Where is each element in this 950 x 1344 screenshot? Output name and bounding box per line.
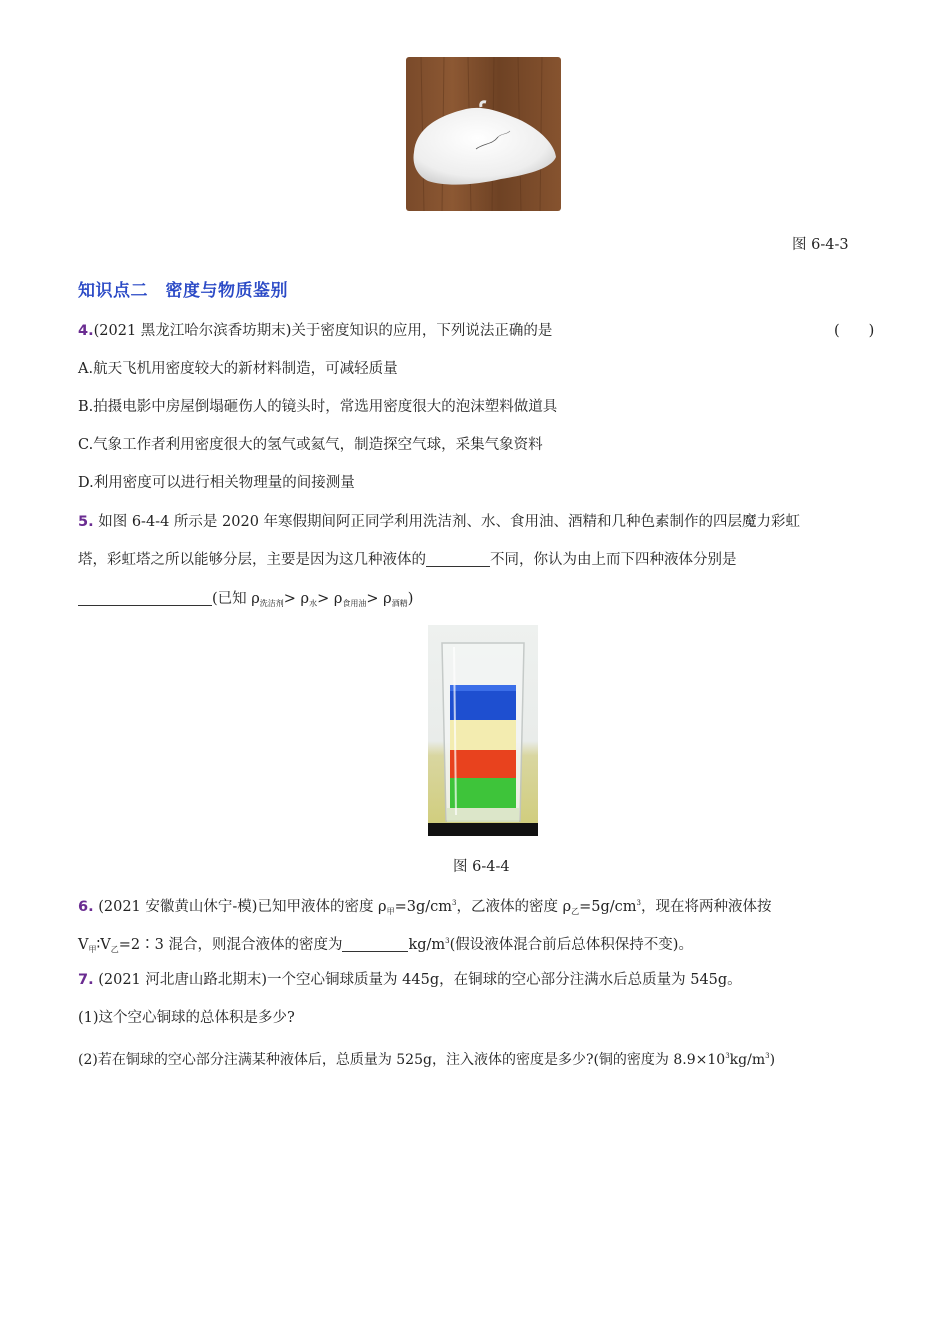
question-4-stem [78,320,552,342]
q6-text-j: (假设液体混合前后总体积保持不变)。 [449,937,693,953]
question-7-part-1: (1)这个空心铜球的总体积是多少? [78,1010,295,1026]
question-4-option-c: C.气象工作者利用密度很大的氢气或氦气，制造探空气球，采集气象资料 [78,437,543,453]
question-5-number: 5. [78,514,94,530]
question-4-option-a: A.航天飞机用密度较大的新材料制造，可减轻质量 [78,361,398,377]
q6-text-i: kg/m [408,937,446,953]
subscript-yi: 乙 [571,907,580,916]
q7-part-2-text-c: ) [769,1052,776,1068]
rainbow-tower-glass-icon [428,625,538,836]
question-4-option-d: D.利用密度可以进行相关物理量的间接测量 [78,475,355,491]
q6-text-f: V [78,937,89,953]
subscript-oil: 食用油 [342,599,367,608]
subscript-detergent: 洗洁剂 [259,599,284,608]
answer-blank-mixture-density[interactable] [342,937,408,952]
q6-text-b: =3g/cm [394,899,452,915]
subscript-water: 水 [309,599,318,608]
close-paren: ) [407,591,414,607]
superscript-3-c: 3 [445,937,450,945]
question-5-text-2b: 不同，你认为由上而下四种液体分别是 [490,552,737,568]
q6-text-e: ，现在将两种液体按 [641,899,772,915]
q7-part-2-text-b: kg/m [729,1052,766,1068]
question-4-number: 4. [78,323,94,339]
subscript-yi-2: 乙 [110,945,119,954]
figure-6-4-4-caption: 图 6-4-4 [453,859,510,875]
question-4-bracket: ( ) [834,323,875,339]
subscript-jia: 甲 [386,907,395,916]
figure-6-4-4-photo [428,625,538,836]
subscript-jia-2: 甲 [88,945,97,954]
q6-text-h: =2∶3 混合，则混合液体的密度为 [118,937,343,953]
answer-blank-property[interactable] [426,552,490,567]
superscript-3-a: 3 [452,899,457,907]
greater-than-1: > ρ [283,591,310,607]
question-5-line-3 [78,588,413,615]
q7-part-2-text-a: (2)若在铜球的空心部分注满某种液体后，总质量为 525g，注入液体的密度是多少?(铜的密度为 8.9×10 [78,1052,726,1068]
superscript-3-d: 3 [725,1052,730,1060]
q6-text-c: ，乙液体的密度 ρ [456,899,572,915]
question-7-stem [78,969,742,991]
question-6-line-2 [78,930,693,961]
question-5-text-2a: 塔，彩虹塔之所以能够分层，主要是因为这几种液体的 [78,552,426,568]
figure-6-4-3-caption: 图 6-4-3 [792,237,849,253]
q6-text-d: =5g/cm [579,899,637,915]
section-heading: 知识点二 密度与物质鉴别 [78,281,288,301]
plaster-shell-photo-icon [406,57,561,211]
figure-6-4-3-photo [406,57,561,211]
subscript-alcohol: 酒精 [391,599,408,608]
greater-than-3: > ρ [366,591,392,607]
q6-text-g: ∶V [96,937,111,953]
question-4-text: (2021 黑龙江哈尔滨香坊期末)关于密度知识的应用，下列说法正确的是 [93,323,553,339]
q6-text-a: (2021 安徽黄山休宁-模)已知甲液体的密度 ρ [98,899,387,915]
question-4-option-b: B.拍摄电影中房屋倒塌砸伤人的镜头时，常选用密度很大的泡沫塑料做道具 [78,399,558,415]
question-5-text-1: 如图 6-4-4 所示是 2020 年寒假期间阿正同学利用洗洁剂、水、食用油、酒精和几种色素制作的四层魔力彩虹 [98,514,801,530]
question-6-number: 6. [78,899,94,915]
superscript-3-b: 3 [636,899,641,907]
answer-blank-liquids[interactable] [78,591,212,606]
question-6-line-1 [78,892,772,923]
question-5-line-2 [78,549,737,571]
question-5-line-1 [78,511,800,533]
question-7-number: 7. [78,972,94,988]
superscript-3-e: 3 [765,1052,770,1060]
question-7-text: (2021 河北唐山路北期末)一个空心铜球质量为 445g，在铜球的空心部分注满水后总质量为 545g。 [98,972,742,988]
density-known-prefix: (已知 ρ [212,591,260,607]
question-7-part-2 [78,1045,775,1071]
greater-than-2: > ρ [317,591,343,607]
